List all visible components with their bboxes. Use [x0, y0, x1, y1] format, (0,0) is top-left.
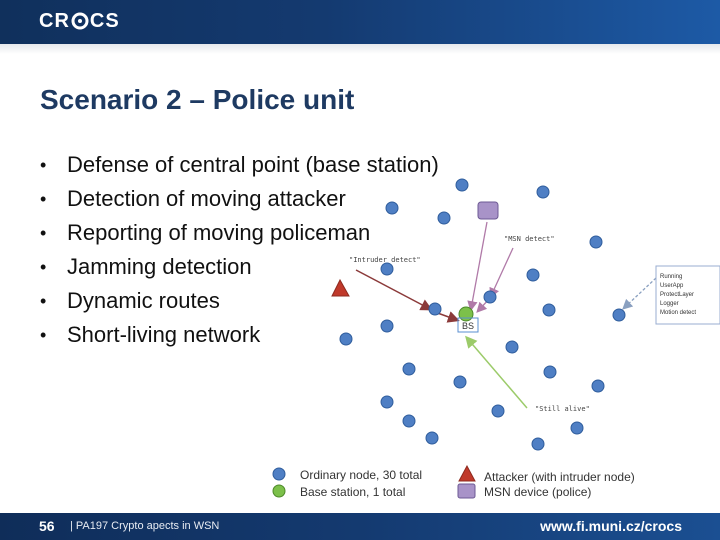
- legend-ordinary-icon: [273, 468, 285, 480]
- ordinary-node: [381, 320, 393, 332]
- ordinary-node: [403, 363, 415, 375]
- panel-line: ProtectLayer: [660, 292, 695, 298]
- slide-title: Scenario 2 – Police unit: [40, 84, 355, 115]
- ordinary-node: [532, 438, 544, 450]
- panel-line: Motion detect: [660, 310, 697, 316]
- bullet-text: Defense of central point (base station): [67, 152, 439, 177]
- bullet-text: Reporting of moving policeman: [67, 220, 371, 245]
- ordinary-node: [438, 212, 450, 224]
- ordinary-node: [403, 415, 415, 427]
- ordinary-node: [544, 366, 556, 378]
- legend-msn-icon: [458, 484, 475, 498]
- ordinary-node: [571, 422, 583, 434]
- logo-text-suffix: CS: [89, 9, 120, 32]
- footer-bar: [0, 513, 720, 540]
- intruder-arrow: [356, 270, 430, 309]
- base-station-label: BS: [461, 321, 475, 331]
- ordinary-node: [340, 333, 352, 345]
- ordinary-node: [592, 380, 604, 392]
- msn-arrow: [491, 248, 513, 296]
- ordinary-node: [492, 405, 504, 417]
- intruder-detect-label: "Intruder detect": [349, 256, 421, 264]
- page-number: 56: [39, 518, 55, 534]
- ordinary-node: [386, 202, 398, 214]
- legend-attacker-icon: [459, 466, 475, 481]
- ordinary-node: [454, 376, 466, 388]
- footer-url[interactable]: www.fi.muni.cz/crocs: [540, 518, 682, 534]
- legend: [273, 466, 635, 499]
- bullet-marker: •: [40, 154, 47, 175]
- legend-ordinary-text: Ordinary node, 30 total: [300, 468, 423, 482]
- ordinary-node: [426, 432, 438, 444]
- attacker-marker: [332, 280, 349, 296]
- panel-pointer-arrow: [624, 278, 656, 308]
- bullet-marker: •: [40, 222, 47, 243]
- bullet-text: Detection of moving attacker: [67, 186, 346, 211]
- logo-text-prefix: CR: [39, 9, 70, 32]
- ordinary-node: [543, 304, 555, 316]
- legend-base-station-icon: [273, 485, 285, 497]
- bullet-marker: •: [40, 290, 47, 311]
- ordinary-node: [381, 396, 393, 408]
- bullet-marker: •: [40, 256, 47, 277]
- ordinary-node: [590, 236, 602, 248]
- legend-msn-text: MSN device (police): [484, 485, 592, 499]
- msn-device-marker: [478, 202, 498, 219]
- legend-base-station-text: Base station, 1 total: [300, 485, 406, 499]
- ordinary-node: [506, 341, 518, 353]
- still-alive-label: "Still alive": [535, 405, 590, 413]
- ordinary-node: [527, 269, 539, 281]
- bullet-text: Jamming detection: [67, 254, 252, 279]
- ordinary-node: [537, 186, 549, 198]
- ordinary-node: [613, 309, 625, 321]
- panel-line: UserApp: [660, 283, 684, 289]
- bullet-text: Short-living network: [67, 322, 261, 347]
- ordinary-node: [484, 291, 496, 303]
- ordinary-node: [429, 303, 441, 315]
- bullet-text: Dynamic routes: [67, 288, 220, 313]
- panel-line: Running: [660, 274, 683, 280]
- footer-course-text: | PA197 Crypto apects in WSN: [70, 520, 220, 532]
- panel-line: Logger: [660, 301, 679, 307]
- bullet-marker: •: [40, 324, 47, 345]
- legend-attacker-text: Attacker (with intruder node): [484, 470, 635, 484]
- ordinary-node: [456, 179, 468, 191]
- base-station-node: [459, 307, 473, 321]
- ordinary-node: [381, 263, 393, 275]
- bullet-marker: •: [40, 188, 47, 209]
- msn-detect-label: "MSN detect": [504, 235, 555, 243]
